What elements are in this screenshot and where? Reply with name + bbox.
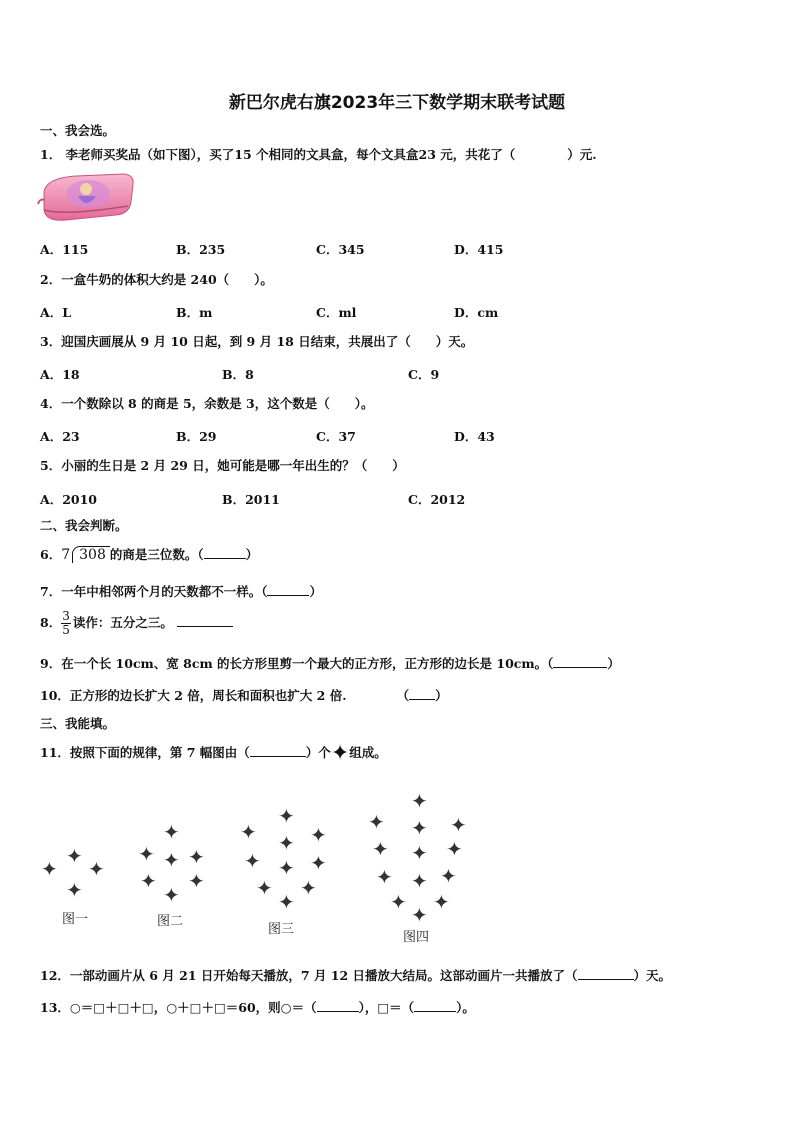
q4-option-a[interactable]: A．23	[40, 429, 80, 444]
star-icon: ✦	[446, 837, 463, 861]
star-icon: ✦	[440, 864, 457, 888]
section-heading-fill: 三、我能填。	[40, 716, 116, 731]
q2-option-b[interactable]: B．m	[176, 305, 213, 320]
answer-blank-7[interactable]	[267, 583, 309, 596]
q3-option-b[interactable]: B．8	[222, 367, 254, 382]
answer-blank-13-circle[interactable]	[317, 999, 359, 1012]
question-8	[40, 610, 233, 637]
q2-option-d[interactable]: D．cm	[454, 305, 499, 320]
answer-blank-10[interactable]	[409, 687, 435, 700]
star-icon: ✦	[411, 869, 428, 893]
answer-blank-13-square[interactable]	[414, 999, 456, 1012]
question-7-text: 7．一年中相邻两个月的天数都不一样。（	[40, 584, 268, 599]
q2-option-a[interactable]: A．L	[40, 305, 71, 320]
pencil-case-image	[36, 170, 138, 226]
star-icon: ✦	[163, 820, 180, 844]
star-icon: ✦	[41, 857, 58, 881]
answer-blank-6[interactable]	[204, 546, 246, 559]
divisor: 7	[61, 547, 71, 563]
star-icon: ✦	[390, 890, 407, 914]
question-10-text: 10．正方形的边长扩大 2 倍，周长和面积也扩大 2 倍.	[40, 688, 347, 703]
star-icon: ✦	[450, 813, 467, 837]
star-icon: ✦	[240, 820, 257, 844]
q5-option-a[interactable]: A．2010	[40, 492, 97, 507]
question-9-text: 9．在一个长 10cm、宽 8cm 的长方形里剪一个最大的正方形，正方形的边长是 10cm。（	[40, 656, 554, 671]
star-icon: ✦	[163, 883, 180, 907]
question-1-text: 1． 李老师买奖品（如下图），买了15 个相同的文具盒，每个文具盒23 元，共花了（	[40, 147, 516, 162]
question-11-text: 11．按照下面的规律，第 7 幅图由（	[40, 745, 250, 760]
q5-option-b[interactable]: B．2011	[222, 492, 280, 507]
q5-option-c[interactable]: C．2012	[408, 492, 466, 507]
figure-label-3: 图三	[268, 922, 295, 937]
star-icon: ✦	[411, 841, 428, 865]
question-4: 4．一个数除以 8 的商是 5，余数是 3，这个数是（ ）。	[40, 396, 374, 411]
question-6: 6．7 308 的商是三位数。（ ）	[40, 547, 259, 563]
question-12: 12．一部动画片从 6 月 21 日开始每天播放，7 月 12 日播放大结局。这部动画片一共播放了（ ）天。	[40, 968, 672, 983]
star-icon: ✦	[66, 844, 83, 868]
long-division	[61, 546, 110, 563]
section-heading-choose: 一、我会选。	[40, 123, 116, 138]
star-icon: ✦	[278, 856, 295, 880]
star-icon: ✦	[376, 865, 393, 889]
figure-label-1: 图一	[62, 912, 89, 927]
question-7: 7．一年中相邻两个月的天数都不一样。（ ）	[40, 584, 322, 599]
star-icon: ✦	[310, 823, 327, 847]
q3-option-c[interactable]: C．9	[408, 367, 440, 382]
question-8-number: 8．	[40, 615, 62, 630]
answer-blank-11[interactable]	[250, 744, 306, 757]
star-pattern-figures	[30, 780, 490, 950]
four-point-star-icon: ✦	[330, 741, 350, 766]
star-icon: ✦	[188, 845, 205, 869]
q4-option-c[interactable]: C．37	[316, 429, 356, 444]
q1-option-b[interactable]: B．235	[176, 242, 226, 257]
page-title: 新巴尔虎右旗2023年三下数学期末联考试题	[228, 93, 566, 113]
question-10: 10．正方形的边长扩大 2 倍，周长和面积也扩大 2 倍. （ ）	[40, 688, 448, 703]
star-icon: ✦	[310, 851, 327, 875]
fraction-three-fifths: $\frac{3}{5}$	[62, 609, 70, 637]
star-icon: ✦	[140, 869, 157, 893]
answer-blank-12[interactable]	[578, 967, 634, 980]
question-8-text: 读作：五分之三。	[72, 615, 173, 630]
q4-option-b[interactable]: B．29	[176, 429, 217, 444]
answer-blank-8[interactable]	[177, 614, 233, 627]
star-icon: ✦	[278, 831, 295, 855]
star-icon: ✦	[278, 804, 295, 828]
star-icon: ✦	[300, 876, 317, 900]
star-icon: ✦	[368, 810, 385, 834]
question-3: 3．迎国庆画展从 9 月 10 日起，到 9 月 18 日结束，共展出了（ ）天。	[40, 334, 474, 349]
section-heading-judge: 二、我会判断。	[40, 518, 128, 533]
answer-blank-9[interactable]	[553, 655, 607, 668]
star-icon: ✦	[411, 789, 428, 813]
star-icon: ✦	[372, 837, 389, 861]
question-13-text: 13．○＝□＋□＋□，○＋□＋□＝60，则○＝（	[40, 1000, 317, 1015]
star-icon: ✦	[433, 890, 450, 914]
star-icon: ✦	[256, 876, 273, 900]
star-icon: ✦	[88, 857, 105, 881]
figure-label-4: 图四	[403, 930, 430, 945]
dividend: 308	[72, 546, 110, 563]
star-icon: ✦	[66, 878, 83, 902]
question-1	[40, 147, 597, 163]
question-5: 5．小丽的生日是 2 月 29 日，她可能是哪一年出生的？（ ）	[40, 458, 405, 473]
star-icon: ✦	[188, 869, 205, 893]
star-icon: ✦	[244, 849, 261, 873]
figure-label-2: 图二	[157, 914, 184, 929]
question-13: 13．○＝□＋□＋□，○＋□＋□＝60，则○＝（ ），□＝（ ）。	[40, 1000, 475, 1015]
question-1-end: ）元.	[567, 147, 597, 162]
star-icon: ✦	[163, 848, 180, 872]
question-12-text: 12．一部动画片从 6 月 21 日开始每天播放，7 月 12 日播放大结局。这部动画片一共播放了（	[40, 968, 578, 983]
star-icon: ✦	[411, 903, 428, 927]
q1-option-a[interactable]: A．115	[40, 242, 89, 257]
question-11: 11．按照下面的规律，第 7 幅图由（ ）个✦组成。	[40, 741, 387, 766]
q1-option-d[interactable]: D．415	[454, 242, 504, 257]
star-icon: ✦	[278, 890, 295, 914]
star-icon: ✦	[411, 816, 428, 840]
q2-option-c[interactable]: C．ml	[316, 305, 357, 320]
q1-option-c[interactable]: C．345	[316, 242, 365, 257]
question-2: 2．一盒牛奶的体积大约是 240（ ）。	[40, 272, 273, 287]
q4-option-d[interactable]: D．43	[454, 429, 495, 444]
question-6-number: 6．	[40, 547, 62, 562]
star-icon: ✦	[138, 842, 155, 866]
pencil-case-icon	[36, 170, 138, 226]
question-6-text: 的商是三位数。（	[109, 547, 204, 562]
q3-option-a[interactable]: A．18	[40, 367, 80, 382]
question-9: 9．在一个长 10cm、宽 8cm 的长方形里剪一个最大的正方形，正方形的边长是 10cm。（ ）	[40, 656, 620, 671]
